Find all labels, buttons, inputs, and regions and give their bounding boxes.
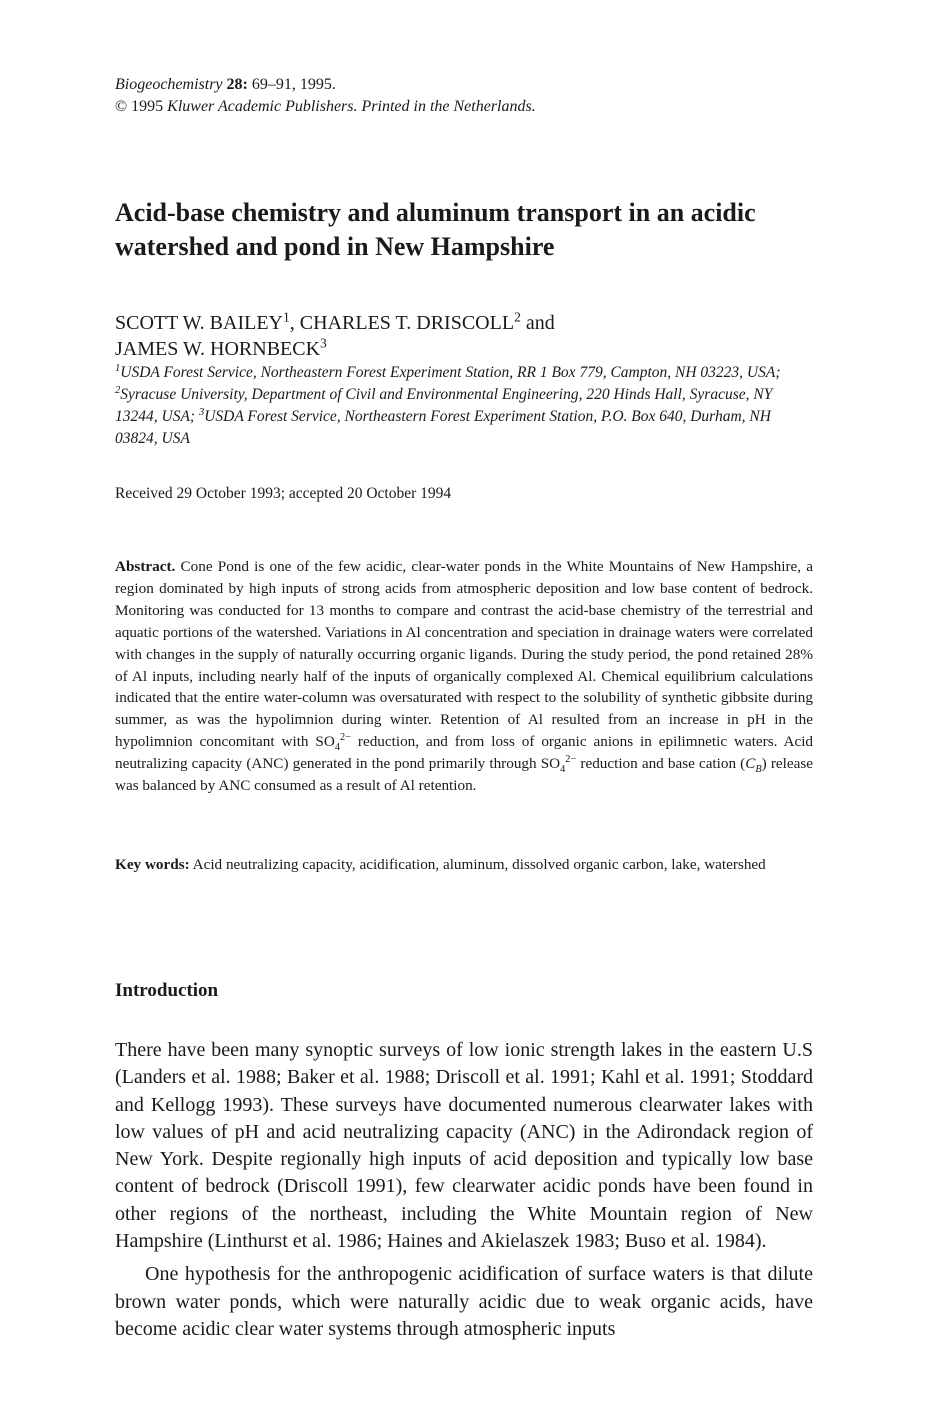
journal-name: Biogeochemistry	[115, 76, 223, 93]
journal-pages: 69–91, 1995.	[247, 76, 336, 93]
sulfate-subscript: 4	[334, 742, 341, 754]
affil-2: Syracuse University, Department of Civil and Environmental Engineering, 220 Hinds Hall, Syracuse, NY 13244, USA;	[115, 386, 773, 425]
affil-1: USDA Forest Service, Northeastern Forest Experiment Station, RR 1 Box 779, Campton, NH 03223, USA;	[120, 364, 781, 381]
introduction-body	[115, 1037, 813, 1343]
sulfate-formula-1	[315, 732, 352, 754]
printed-note: . Printed in the Netherlands.	[353, 98, 536, 115]
affil-sup-3: 3	[198, 406, 205, 418]
sulfate-charge: 2−	[565, 754, 577, 766]
author-and: and	[520, 312, 555, 334]
sulfate-formula-2	[540, 754, 577, 776]
keywords-text: Acid neutralizing capacity, acidification, aluminum, dissolved organic carbon, lake, watershed	[189, 856, 766, 873]
cb-subscript: B	[755, 764, 762, 776]
sulfate-subscript: 4	[560, 764, 566, 776]
abstract-text-3: reduction and base cation (	[576, 755, 746, 773]
intro-paragraph-2: One hypothesis for the anthropogenic acidification of surface waters is that dilute brown water ponds, which were naturally acidic due to weak organic acids, have become acidic clear water systems through atmospheric inputs	[115, 1263, 813, 1340]
sulfate-symbol: SO	[315, 733, 335, 751]
author-separator: ,	[289, 312, 300, 334]
keywords	[115, 854, 813, 876]
author-line-1	[115, 310, 555, 336]
citation-line	[115, 74, 536, 96]
copyright-line	[115, 96, 536, 118]
publisher: Kluwer Academic Publishers	[167, 98, 354, 115]
keywords-label: Key words:	[115, 856, 190, 873]
abstract-text-2: reduction, and from loss of organic anions in epilimnetic waters. Acid neutralizing capacity (ANC) generated in the pond primarily through	[115, 733, 814, 773]
cb-letter: C	[745, 755, 756, 773]
author-hornbeck-sup: 3	[320, 335, 327, 351]
author-driscoll-sup: 2	[514, 309, 521, 325]
paper-title: Acid-base chemistry and aluminum transport in an acidic watershed and pond in New Hampshire	[115, 198, 756, 261]
affil-3: USDA Forest Service, Northeastern Forest Experiment Station, P.O. Box 640, Durham, NH 03824, USA	[115, 408, 771, 447]
author-bailey-sup: 1	[282, 309, 290, 325]
author-hornbeck: JAMES W. HORNBECK	[115, 338, 321, 360]
copyright-icon: ©	[115, 98, 128, 115]
author-line-2	[115, 336, 555, 362]
abstract-text-1: Cone Pond is one of the few acidic, clear-water ponds in the White Mountains of New Hampshire, a region dominated by high inputs of strong acids from atmospheric deposition and low base content of bedrock. Monitoring was conducted for 13 months to compare and contrast the acid-base chemistry of the terrestrial and aquatic portions of the watershed. Variations in Al concentration and speciation in drainage waters were correlated with changes in the supply of naturally occurring organic ligands. During the study period, the pond retained 28% of Al inputs, including nearly half of the inputs of organically complexed Al. Chemical equilibrium calculations indicated that the entire water-column was oversaturated with respect to the solubility of synthetic gibbsite during summer, as was the hypolimnion during winter. Retention of Al resulted from an increase in pH in the hypolimnion concomitant with	[115, 558, 813, 751]
author-driscoll: CHARLES T. DRISCOLL	[299, 312, 515, 334]
received-dates: Received 29 October 1993; accepted 20 October 1994	[115, 485, 452, 502]
affil-sup-1: 1	[115, 362, 121, 374]
author-bailey: SCOTT W. BAILEY	[115, 312, 283, 334]
sulfate-charge: 2−	[340, 732, 352, 744]
abstract-label: Abstract.	[115, 558, 176, 575]
author-list	[115, 310, 555, 362]
affil-sup-2: 2	[115, 384, 121, 396]
copyright-year: 1995	[127, 98, 168, 115]
journal-volume: 28:	[226, 76, 248, 93]
abstract	[115, 556, 813, 797]
section-heading-introduction: Introduction	[115, 980, 219, 1001]
base-cation-symbol	[745, 755, 762, 776]
affiliations	[115, 362, 815, 450]
abstract-text-4: ) release was balanced by ANC consumed as a result of Al retention.	[115, 755, 813, 795]
journal-header	[115, 74, 536, 118]
intro-paragraph-1: There have been many synoptic surveys of low ionic strength lakes in the eastern U.S (Landers et al. 1988; Baker et al. 1988; Driscoll et al. 1991; Kahl et al. 1991; Stoddard and Kellogg 1993). These surveys have documented numerous clearwater lakes with low values of pH and acid neutralizing capacity (ANC) in the Adirondack region of New York. Despite regionally high inputs of acid deposition and typically low base content of bedrock (Driscoll 1991), few clearwater acidic ponds have been found in other regions of the northeast, including the White Mountain region of New Hampshire (Linthurst et al. 1986; Haines and Akielaszek 1983; Buso et al. 1984).	[115, 1039, 813, 1253]
sulfate-symbol: SO	[540, 755, 561, 773]
